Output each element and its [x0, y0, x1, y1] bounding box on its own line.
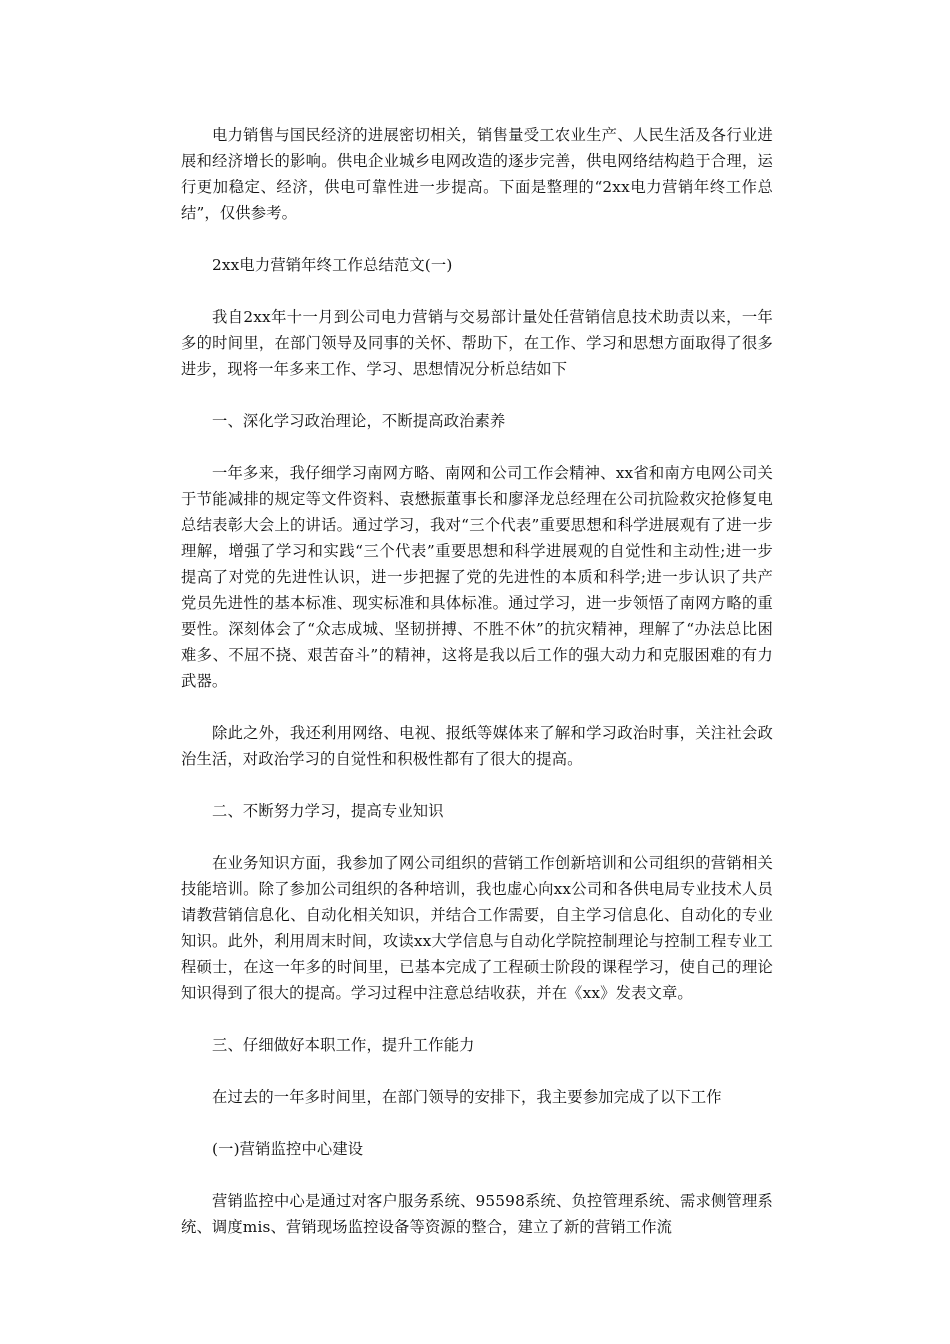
intro-paragraph: 电力销售与国民经济的进展密切相关，销售量受工农业生产、人民生活及各行业进展和经济增长的影响。供电企业城乡电网改造的逐步完善，供电网络结构趋于合理，运行更加稳定、经济，供电可靠性进一步提高。下面是整理的“2xx电力营销年终工作总结”，仅供参考。: [181, 126, 773, 222]
opening-paragraph: 我自2xx年十一月到公司电力营销与交易部计量处任营销信息技术助责以来，一年多的时间里，在部门领导及同事的关怀、帮助下，在工作、学习和思想方面取得了很多进步，现将一年多来工作、学习、思想情况分析总结如下: [181, 308, 773, 378]
section-3-heading: 三、仔细做好本职工作，提升工作能力: [212, 1036, 475, 1054]
section-1-heading: 一、深化学习政治理论，不断提高政治素养: [212, 412, 506, 430]
document-body: [181, 122, 773, 1266]
section-2-paragraph-1: 在业务知识方面，我参加了网公司组织的营销工作创新培训和公司组织的营销相关技能培训。除了参加公司组织的各种培训，我也虚心向xx公司和各供电局专业技术人员请教营销信息化、自动化相关知识，并结合工作需要，自主学习信息化、自动化的专业知识。此外，利用周末时间，攻读xx大学信息与自动化学院控制理论与控制工程专业工程硕士，在这一年多的时间里，已基本完成了工程硕士阶段的课程学习，使自己的理论知识得到了很大的提高。学习过程中注意总结收获，并在《xx》发表文章。: [181, 854, 773, 1002]
subsection-1-heading: (一)营销监控中心建设: [212, 1140, 364, 1158]
section-1-paragraph-1: 一年多来，我仔细学习南网方略、南网和公司工作会精神、xx省和南方电网公司关于节能减排的规定等文件资料、袁懋振董事长和廖泽龙总经理在公司抗险救灾抢修复电总结表彰大会上的讲话。通过学习，我对“三个代表”重要思想和科学进展观有了进一步理解，增强了学习和实践“三个代表”重要思想和科学进展观的自觉性和主动性;进一步提高了对党的先进性认识，进一步把握了党的先进性的本质和科学;进一步认识了共产党员先进性的基本标准、现实标准和具体标准。通过学习，进一步领悟了南网方略的重要性。深刻体会了“众志成城、坚韧拼搏、不胜不休”的抗灾精神，理解了“办法总比困难多、不屈不挠、艰苦奋斗”的精神，这将是我以后工作的强大动力和克服困难的有力武器。: [181, 464, 773, 690]
section-2-heading: 二、不断努力学习，提高专业知识: [212, 802, 444, 820]
section-1-paragraph-2: 除此之外，我还利用网络、电视、报纸等媒体来了解和学习政治时事，关注社会政治生活，对政治学习的自觉性和积极性都有了很大的提高。: [181, 724, 773, 768]
section-3-paragraph-1: 在过去的一年多时间里，在部门领导的安排下，我主要参加完成了以下工作: [212, 1088, 722, 1106]
document-title: 2xx电力营销年终工作总结范文(一): [212, 256, 453, 274]
subsection-1-paragraph-1: 营销监控中心是通过对客户服务系统、95598系统、负控管理系统、需求侧管理系统、调度mis、营销现场监控设备等资源的整合，建立了新的营销工作流: [181, 1192, 773, 1236]
